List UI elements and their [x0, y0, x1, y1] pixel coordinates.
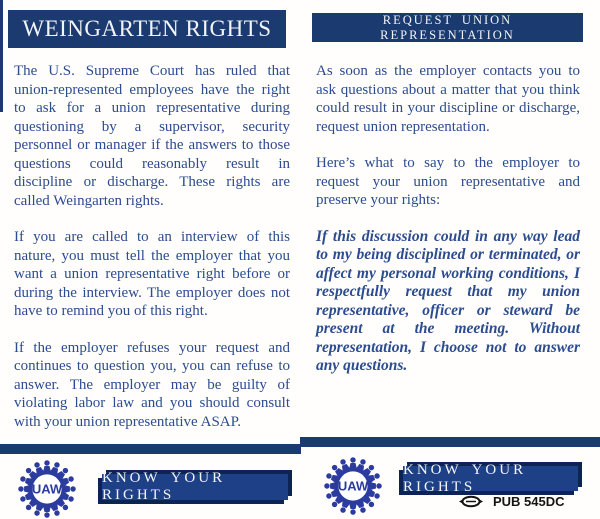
representation-quote: If this discussion could in any way lead to my being disciplined or terminated, or affect my personal working conditions, I respectfully request that my union representative, officer or steward be present at the meeting. Without representation, I choose not to answer any questions.: [316, 227, 580, 374]
uaw-logo-text: UAW: [337, 478, 369, 494]
paragraph-refusal: If the employer refuses your request and continues to question you, you can refuse to answer. The employer may be guilty of violating labor law and you should consult with your union representative ASAP.: [14, 339, 290, 430]
footer-divider-left: [0, 444, 301, 454]
left-panel-title: WEINGARTEN RIGHTS: [8, 10, 286, 48]
paragraph-interview: If you are called to an interview of this nature, you must tell the employer that you want a union representative right before or during the interview. The employer does not have to remind you of this right.: [14, 229, 290, 319]
right-panel-body: [316, 62, 580, 376]
paragraph-heres-what: Here’s what to say to the employer to request your union representative and preserve your rights:: [316, 155, 580, 208]
uaw-logo-icon: [322, 455, 384, 517]
right-panel-title: REQUEST UNION REPRESENTATION: [312, 13, 583, 42]
paragraph-supreme-court: The U.S. Supreme Court has ruled that union-represented employees have the right to ask for a union representative during questioning by a supervisor, security personnel or manager if the answers to those questions could reasonably result in discipline or discharge. These rights are called Weingarten rights.: [14, 63, 290, 209]
left-panel-body: [14, 62, 290, 431]
union-bug-icon: [455, 494, 487, 509]
paragraph-as-soon-as: As soon as the employer contacts you to ask questions about a matter that you think could result in your discipline or discharge, request union representation.: [316, 63, 580, 135]
uaw-logo-text: UAW: [31, 481, 63, 497]
left-edge-line: [0, 0, 3, 112]
footer-divider-right: [300, 437, 600, 447]
publication-row: [455, 494, 565, 509]
uaw-logo-icon: [16, 458, 78, 519]
know-your-rights-banner-left: KNOW YOUR RIGHTS: [102, 474, 288, 500]
pub-number: PUB 545DC: [493, 494, 565, 509]
know-your-rights-banner-right: KNOW YOUR RIGHTS: [403, 466, 578, 491]
